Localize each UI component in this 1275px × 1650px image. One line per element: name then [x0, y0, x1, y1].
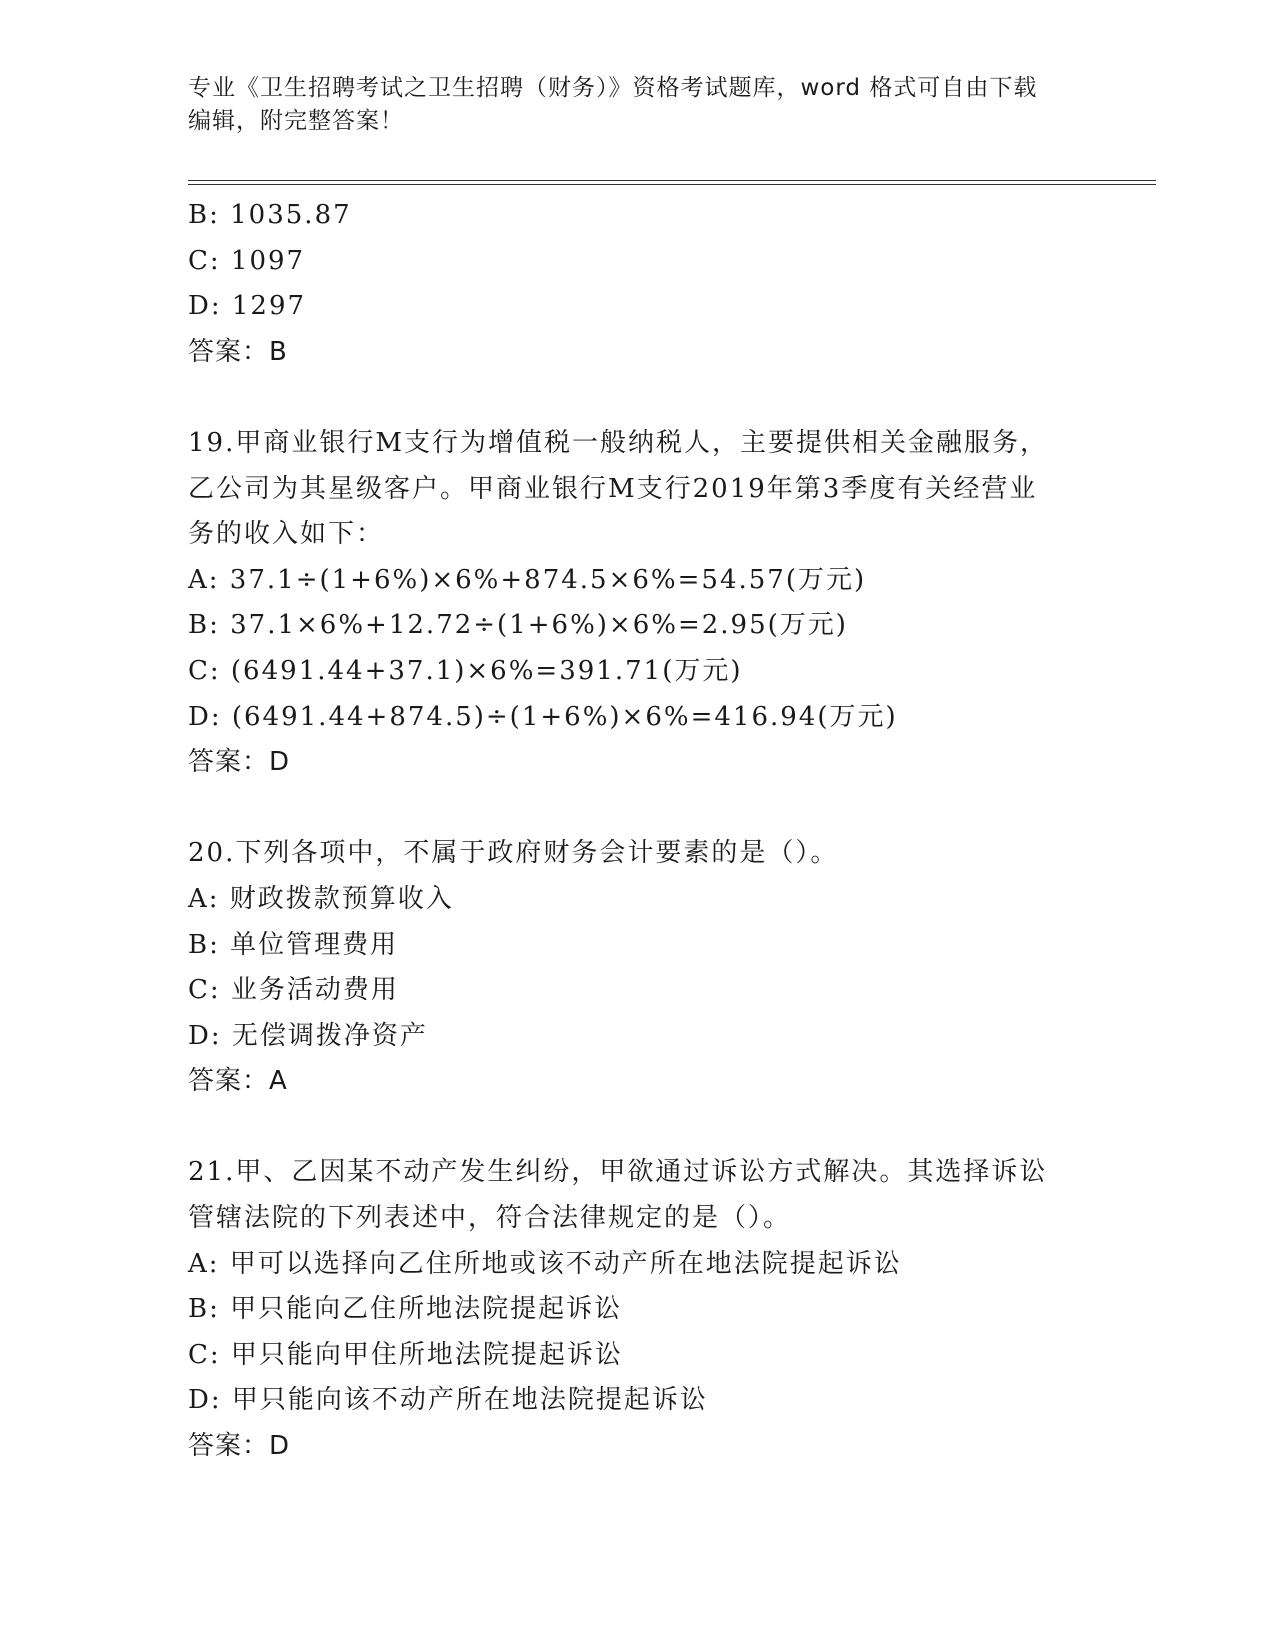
option-d: D: (6491.44+874.5)÷(1+6%)×6%=416.94(万元): [188, 701, 898, 732]
option-c: C: 1097: [188, 245, 306, 276]
option-b: B: 单位管理费用: [188, 929, 399, 960]
question-block-19: [188, 421, 1088, 786]
header-divider-top: [188, 180, 1156, 181]
answer-line: 答案：A: [188, 1066, 288, 1097]
question-stem: 19.甲商业银行M支行为增值税一般纳税人，主要提供相关金融服务，: [188, 427, 1048, 458]
question-block-21: [188, 1150, 1088, 1469]
answer-line: 答案：D: [188, 1431, 291, 1462]
option-b: B: 37.1×6%+12.72÷(1+6%)×6%=2.95(万元): [188, 610, 848, 641]
document-header: [188, 72, 1088, 138]
spacer: [188, 1105, 1088, 1151]
option-a: A: 37.1÷(1+6%)×6%+874.5×6%=54.57(万元): [188, 564, 867, 595]
question-block-continued: [188, 193, 1088, 375]
spacer: [188, 375, 1088, 421]
option-c: C: 甲只能向甲住所地法院提起诉讼: [188, 1339, 623, 1370]
question-stem: 务的收入如下：: [188, 519, 385, 550]
option-a: A: 甲可以选择向乙住所地或该不动产所在地法院提起诉讼: [188, 1248, 902, 1279]
header-line-1: 专业《卫生招聘考试之卫生招聘（财务）》资格考试题库，word 格式可自由下载: [188, 75, 1038, 101]
header-divider-bottom: [188, 184, 1156, 185]
header-line-2: 编辑，附完整答案！: [188, 108, 404, 134]
option-a: A: 财政拨款预算收入: [188, 883, 454, 914]
option-b: B: 1035.87: [188, 200, 352, 230]
question-stem: 21.甲、乙因某不动产发生纠纷，甲欲通过诉讼方式解决。其选择诉讼: [188, 1157, 1048, 1188]
question-stem: 管辖法院的下列表述中，符合法律规定的是（）。: [188, 1203, 792, 1234]
option-d: D: 甲只能向该不动产所在地法院提起诉讼: [188, 1385, 708, 1416]
question-stem: 20.下列各项中，不属于政府财务会计要素的是（）。: [188, 838, 839, 869]
question-list: [188, 193, 1088, 1470]
option-b: B: 甲只能向乙住所地法院提起诉讼: [188, 1294, 623, 1325]
option-d: D: 1297: [188, 291, 307, 322]
question-stem: 乙公司为其星级客户。甲商业银行M支行2019年第3季度有关经营业: [188, 473, 1038, 504]
option-c: C: 业务活动费用: [188, 975, 399, 1006]
option-d: D: 无偿调拨净资产: [188, 1020, 428, 1051]
spacer: [188, 786, 1088, 832]
question-block-20: [188, 831, 1088, 1105]
answer-line: 答案：D: [188, 747, 291, 778]
option-c: C: (6491.44+37.1)×6%=391.71(万元): [188, 655, 743, 686]
answer-line: 答案：B: [188, 336, 288, 367]
